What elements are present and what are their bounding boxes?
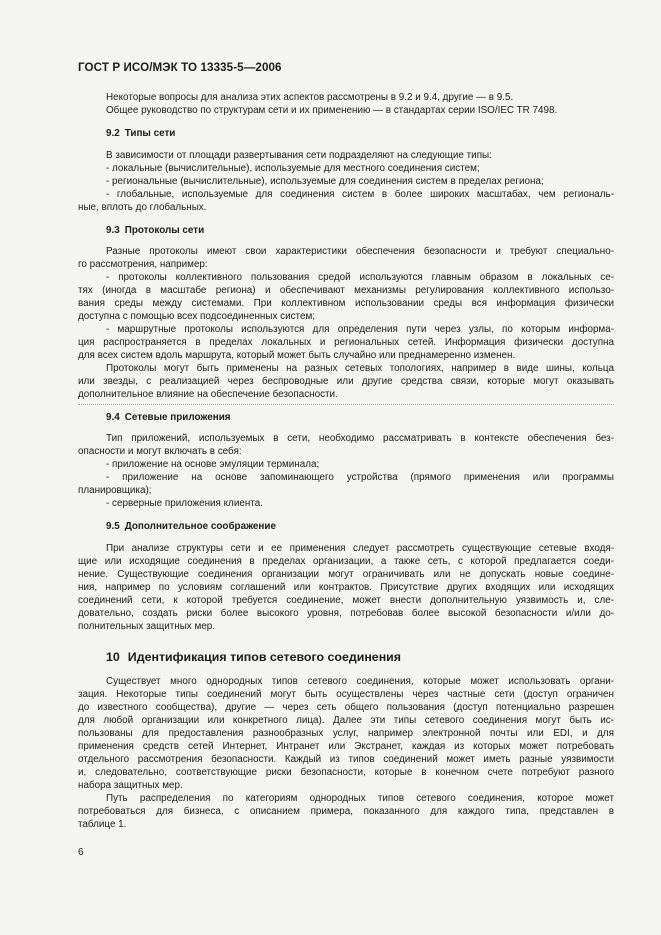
section-heading-10 xyxy=(106,650,401,665)
paragraph-line: и, следовательно, соответствующие риски безопасности, которые в конечном счете потребуют разного xyxy=(78,767,614,778)
section-heading-9-4 xyxy=(106,412,231,424)
list-item: - приложение на основе запоминающего устройства (прямого применения или программы xyxy=(106,472,614,483)
list-item: - приложение на основе эмуляции терминала; xyxy=(106,459,320,470)
divider xyxy=(78,404,614,405)
paragraph-line: го рассмотрения, например: xyxy=(78,259,208,270)
paragraph-line: нение. Существующие соединения организации могут ограничивать или не допускать новые соедине- xyxy=(78,569,614,580)
paragraph-line: применения средств сетей Интернет, Интранет или Экстранет, каждая из которых может потребовать xyxy=(78,741,614,752)
paragraph-line: Разные протоколы имеют свои характеристики обеспечения безопасности и требуют специально- xyxy=(106,246,614,257)
section-number: 10 xyxy=(106,650,120,664)
section-title: Протоколы сети xyxy=(124,225,205,236)
paragraph-line: отдельного рассмотрения безопасности. Каждый из типов соединений может иметь разные уязвимости xyxy=(78,754,614,765)
paragraph-line: набора защитных мер. xyxy=(78,780,183,791)
section-number: 9.4 xyxy=(106,412,120,423)
paragraph-line: пользованы для предоставления разнообразных услуг, например электронной почты или EDI, и для xyxy=(78,728,614,739)
paragraph-line: для любой организации или конкретного лица). Далее эти типы сетевого соединения могут быть ис- xyxy=(78,715,614,726)
paragraph-line: Существует много однородных типов сетевого соединения, которые может использовать органи- xyxy=(106,676,614,687)
section-number: 9.2 xyxy=(106,128,120,139)
list-item: - региональные (вычислительные), используемые для соединения систем в пределах региона; xyxy=(106,176,544,187)
list-item-continuation: тях (иногда в масштабе региона) и обеспечивают механизмы регулирования коллективного использо- xyxy=(78,285,614,296)
list-item-continuation: планировщика); xyxy=(78,485,152,496)
paragraph-line: щие или исходящие соединения в пределах организации, а также сеть, с которой предлагается соеди- xyxy=(78,556,614,567)
section-heading-9-5 xyxy=(106,521,276,533)
list-item: - серверные приложения клиента. xyxy=(106,498,263,509)
document-header: ГОСТ Р ИСО/МЭК ТО 13335-5—2006 xyxy=(78,61,282,74)
list-item-continuation: ные, вплоть до глобальных. xyxy=(78,202,207,213)
paragraph-line: соединений сети, к которой требуется соединение, может внести дополнительную уязвимость и, сле- xyxy=(78,595,614,606)
section-title: Типы сети xyxy=(124,128,176,139)
paragraph-line: При анализе структуры сети и ее применения следует рассмотреть существующие сетевые входя- xyxy=(106,543,614,554)
list-item: - маршрутные протоколы используются для определения пути через узлы, по которым информа- xyxy=(106,324,614,335)
paragraph-line: дополнительное влияние на обеспечение безопасности. xyxy=(78,389,338,400)
list-item: - локальные (вычислительные), используемые для местного соединения систем; xyxy=(106,163,480,174)
paragraph-line: или звезды, с реализацией через беспроводные или другие средства связи, которые могут оказывать xyxy=(78,376,614,387)
list-item: - протоколы коллективного пользования средой используются главным образом в локальных се- xyxy=(106,272,614,283)
list-item-continuation: для всех систем вдоль маршрута, который может быть случайно или преднамеренно изменен. xyxy=(78,350,516,361)
paragraph-line: зация. Некоторые типы соединений могут быть осуществлены через частные сети (доступ ограничен xyxy=(78,689,614,700)
paragraph-line: довательно, создать риски более высокого уровня, потребовав более высокой безопасности и/или до- xyxy=(78,608,614,619)
list-item-continuation: ция распространяется в пределах локальных и региональных сетей. Информация физически доступна xyxy=(78,337,614,348)
paragraph-line: опасности и могут включать в себя: xyxy=(78,446,242,457)
paragraph-line: Тип приложений, используемых в сети, необходимо рассматривать в контексте обеспечения без- xyxy=(106,433,614,444)
paragraph-line: до известного сообщества), другие — через сеть общего пользования (доступ потенциально разрешен xyxy=(78,702,614,713)
section-title: Сетевые приложения xyxy=(124,412,231,423)
section-number: 9.3 xyxy=(106,225,120,236)
paragraph-line: В зависимости от площади развертывания сети подразделяют на следующие типы: xyxy=(106,150,492,161)
list-item-continuation: вания среды между системами. При коллективном использовании среды вся информация физически xyxy=(78,298,614,309)
paragraph-line: ния, например по условиям соглашений или контрактов. Присутствие других входящих или исходящих xyxy=(78,582,614,593)
section-heading-9-3 xyxy=(106,225,204,237)
paragraph-line: Общее руководство по структурам сети и их применению — в стандартах серии ISO/IEC TR 7498. xyxy=(106,105,558,116)
paragraph-line: Протоколы могут быть применены на разных сетевых топологиях, например в виде шины, кольца xyxy=(106,363,614,374)
section-heading-9-2 xyxy=(106,128,175,140)
section-title: Идентификация типов сетевого соединения xyxy=(127,650,402,664)
paragraph-line: таблице 1. xyxy=(78,819,127,830)
page-number: 6 xyxy=(78,847,84,858)
paragraph-line: полнительных защитных мер. xyxy=(78,621,216,632)
paragraph-line: потребоваться для бизнеса, с описанием примера, показанного для каждого типа, представлен в xyxy=(78,806,614,817)
paragraph-line: Некоторые вопросы для анализа этих аспектов рассмотрены в 9.2 и 9.4, другие — в 9.5. xyxy=(106,92,514,103)
section-title: Дополнительное соображение xyxy=(124,521,276,532)
list-item: - глобальные, используемые для соединения систем в более широких масштабах, чем региональ- xyxy=(106,189,614,200)
section-number: 9.5 xyxy=(106,521,120,532)
paragraph-line: Путь распределения по категориям однородных типов сетевого соединения, которое может xyxy=(106,793,614,804)
list-item-continuation: доступна с помощью всех подсоединенных систем; xyxy=(78,311,315,322)
